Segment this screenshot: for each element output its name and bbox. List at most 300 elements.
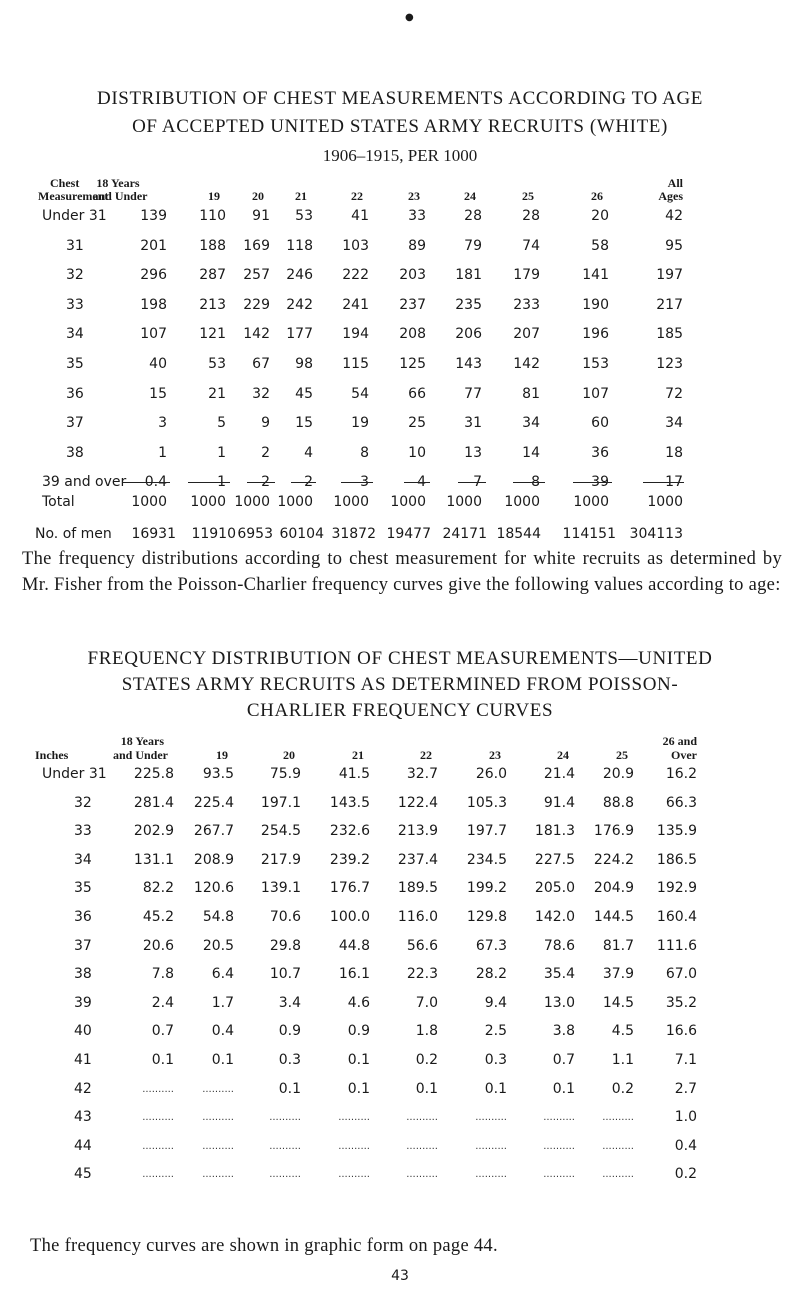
table2-cell: .......... — [406, 1112, 438, 1124]
table1-cell: 181 — [455, 267, 482, 284]
table2-cell: 267.7 — [193, 823, 234, 840]
table1-cell: 257 — [243, 267, 270, 284]
table2-cell: 0.3 — [484, 1052, 507, 1068]
table2-row-label: 36 — [74, 909, 92, 925]
table2-row-label: 35 — [74, 880, 92, 897]
table1-col-header: 21 — [295, 189, 307, 203]
table1-men-cell: 60104 — [279, 526, 324, 542]
table2-cell: 88.8 — [602, 794, 634, 811]
table2-cell: .......... — [543, 1112, 575, 1124]
table2-row-label: 39 — [74, 994, 92, 1011]
table1-col-header: 18 Years — [96, 176, 140, 190]
table2-cell: 225.8 — [133, 766, 174, 782]
table2-row-label: 44 — [74, 1137, 92, 1154]
table1-row-label: 38 — [66, 444, 84, 461]
table2-col-header: 24 — [557, 748, 569, 762]
table2-row-label: 37 — [74, 937, 92, 954]
table1-cell: 39 — [591, 474, 609, 491]
table2-cell: 217.9 — [260, 851, 301, 868]
table1-cell: 153 — [582, 356, 609, 372]
table2-cell: 0.4 — [674, 1137, 697, 1154]
table2-cell: .......... — [475, 1169, 507, 1181]
table1-row-label: 37 — [66, 415, 84, 432]
table1-cell: 34 — [665, 415, 683, 432]
table1-total-cell: 1000 — [446, 494, 482, 510]
table2-cell: .......... — [202, 1140, 234, 1152]
table1-sum-rule — [341, 482, 373, 483]
table1-cell: 28 — [464, 208, 482, 224]
table1-cell: 217 — [656, 296, 683, 313]
table2-col-header: 21 — [352, 748, 364, 762]
table1-cell: 36 — [591, 444, 609, 461]
table1-cell: 201 — [140, 237, 167, 254]
table2-title-line3: CHARLIER FREQUENCY CURVES — [246, 700, 554, 721]
table2-cell: 189.5 — [397, 880, 438, 897]
table2-header-inches: Inches — [35, 748, 69, 762]
table1-cell: 33 — [408, 208, 426, 224]
table1-cell: 169 — [243, 237, 270, 254]
table2-cell: 3.4 — [278, 994, 301, 1011]
table1-cell: 125 — [399, 356, 426, 372]
table1-sum-rule — [458, 482, 486, 483]
table1-cell: 10 — [408, 444, 426, 461]
table2-cell: 7.0 — [415, 994, 438, 1011]
table2-cell: 139.1 — [260, 880, 301, 897]
table2-cell: 232.6 — [329, 823, 370, 840]
table1-row-label: 34 — [66, 326, 84, 343]
table2-cell: 129.8 — [466, 909, 507, 925]
table2-cell: 93.5 — [202, 766, 234, 782]
table1-col-header: All — [667, 176, 683, 190]
table1-cell: 21 — [208, 385, 226, 402]
table1-cell: 233 — [513, 296, 540, 313]
table1-men-cell: 304113 — [629, 526, 683, 542]
table1-cell: 206 — [455, 326, 482, 343]
table2-cell: 227.5 — [534, 851, 575, 868]
table1-cell: 4 — [417, 474, 426, 491]
table2-cell: 0.3 — [278, 1052, 301, 1068]
table2-cell: 197.1 — [260, 794, 301, 811]
table2-cell: 82.2 — [142, 880, 174, 897]
table2-cell: 9.4 — [484, 994, 507, 1011]
table1-cell: 141 — [582, 267, 609, 284]
intro-paragraph: The frequency distributions according to chest measurement for white recruits as determined by Mr. Fisher from the Poisson-Charlier frequency curves give the following values according to age: — [22, 549, 782, 595]
table1-men-cell: 114151 — [562, 526, 616, 542]
table1-men-cell: 19477 — [386, 526, 431, 542]
table2-cell: 70.6 — [269, 909, 301, 925]
table1-cell: 79 — [464, 237, 482, 254]
table2-cell: 6.4 — [211, 966, 234, 983]
table1-col-header: 23 — [408, 189, 420, 203]
table2-row-label: 42 — [74, 1080, 92, 1097]
table2-cell: 0.1 — [552, 1080, 575, 1097]
table2-cell: 44.8 — [338, 937, 370, 954]
table2-col-header: 18 Years — [120, 734, 164, 748]
table1-cell: 139 — [140, 208, 167, 224]
table1-cell: 95 — [665, 237, 683, 254]
table1-header-chest: Chest — [50, 176, 80, 190]
table1-cell: 60 — [591, 415, 609, 432]
table1-col-header: Ages — [658, 189, 683, 203]
table2-row-label: Under 31 — [42, 766, 107, 782]
table2-cell: .......... — [202, 1083, 234, 1095]
table1-cell: 66 — [408, 385, 426, 402]
table1-title-line2: OF ACCEPTED UNITED STATES ARMY RECRUITS (WHITE) — [132, 116, 668, 137]
table2-col-header: 22 — [420, 748, 432, 762]
table2-cell: 234.5 — [466, 851, 507, 868]
table2-col-header: 20 — [283, 748, 295, 762]
bullet-mark: ● — [405, 12, 414, 23]
table2-cell: 78.6 — [543, 937, 575, 954]
table2-cell: 35.2 — [665, 994, 697, 1011]
table2-cell: .......... — [602, 1140, 634, 1152]
table2-cell: 181.3 — [534, 823, 575, 840]
table1-header-measurement: Measurement — [38, 189, 109, 203]
table1-cell: 107 — [140, 326, 167, 343]
table1-cell: 91 — [252, 208, 270, 224]
table1-total-cell: 1000 — [234, 494, 270, 510]
table2-cell: 16.2 — [665, 766, 697, 782]
table1-cell: 67 — [252, 356, 270, 372]
table1-cell: 14 — [522, 444, 540, 461]
table2-cell: 176.9 — [593, 823, 634, 840]
table2-cell: 13.0 — [543, 994, 575, 1011]
table2-row-label: 41 — [74, 1052, 92, 1068]
table1-cell: 242 — [286, 296, 313, 313]
table1-cell: 89 — [408, 237, 426, 254]
table2-cell: .......... — [338, 1140, 370, 1152]
table1-row-label: 36 — [66, 385, 84, 402]
table2-cell: 144.5 — [593, 909, 634, 925]
table1-sum-rule — [513, 482, 545, 483]
table2-col-header: and Under — [112, 748, 168, 762]
table2-cell: .......... — [142, 1140, 174, 1152]
table2-cell: 237.4 — [397, 851, 438, 868]
table1-cell: 28 — [522, 208, 540, 224]
table2-cell: 26.0 — [475, 766, 507, 782]
table2-cell: 91.4 — [543, 794, 575, 811]
table2-cell: 45.2 — [142, 909, 174, 925]
table1-cell: 2 — [261, 444, 270, 461]
table2-cell: 0.4 — [211, 1023, 234, 1040]
table2-cell: 21.4 — [543, 766, 575, 782]
table2-cell: 1.7 — [211, 994, 234, 1011]
table2-cell: 116.0 — [397, 909, 438, 925]
table1-cell: 196 — [582, 326, 609, 343]
table2-cell: 281.4 — [133, 794, 174, 811]
table2-cell: 254.5 — [260, 823, 301, 840]
table1-row-label: Under 31 — [42, 208, 107, 224]
table2-cell: .......... — [406, 1140, 438, 1152]
table2-cell: 0.7 — [151, 1023, 174, 1040]
table2-cell: 1.8 — [415, 1023, 438, 1040]
table1-cell: 229 — [243, 296, 270, 313]
table2-cell: 0.1 — [347, 1080, 370, 1097]
table1-cell: 103 — [342, 237, 369, 254]
table1-cell: 1 — [217, 444, 226, 461]
table2-cell: .......... — [142, 1169, 174, 1181]
table1-col-header: 26 — [591, 189, 603, 203]
table2-cell: .......... — [602, 1112, 634, 1124]
table2-cell: 0.7 — [552, 1052, 575, 1068]
table1-cell: 8 — [531, 474, 540, 491]
table2-cell: 41.5 — [338, 766, 370, 782]
table2-col-header: 25 — [616, 748, 628, 762]
table1-cell: 58 — [591, 237, 609, 254]
table1-men-cell: 24171 — [442, 526, 487, 542]
table1-cell: 208 — [399, 326, 426, 343]
table2-cell: .......... — [602, 1169, 634, 1181]
table1-cell: 45 — [295, 385, 313, 402]
table1-sum-rule — [291, 482, 316, 483]
table1-cell: 54 — [351, 385, 369, 402]
table1-col-header: 19 — [208, 189, 220, 203]
table1-cell: 98 — [295, 356, 313, 372]
table1-cell: 17 — [665, 474, 683, 491]
table2-cell: 142.0 — [534, 909, 575, 925]
table2-cell: 192.9 — [656, 880, 697, 897]
table1-cell: 15 — [295, 415, 313, 432]
table1-men-cell: 18544 — [496, 526, 541, 542]
table2-cell: .......... — [475, 1112, 507, 1124]
table1-sum-rule — [247, 482, 275, 483]
table2-cell: 1.0 — [674, 1109, 697, 1126]
table2-cell: 20.5 — [202, 937, 234, 954]
table1-cell: 197 — [656, 267, 683, 284]
table2-cell: 213.9 — [397, 823, 438, 840]
table1-cell: 1 — [158, 444, 167, 461]
table2-cell: 239.2 — [329, 851, 370, 868]
table1-cell: 34 — [522, 415, 540, 432]
table2-cell: .......... — [269, 1112, 301, 1124]
table1-total-cell: 1000 — [190, 494, 226, 510]
table1-sum-rule — [573, 482, 612, 483]
table1-col-header: 22 — [351, 189, 363, 203]
table2-cell: .......... — [475, 1140, 507, 1152]
table2-cell: .......... — [543, 1169, 575, 1181]
table2-cell: 0.1 — [211, 1052, 234, 1068]
table1-cell: 179 — [513, 267, 540, 284]
table2-cell: .......... — [269, 1140, 301, 1152]
table1-cell: 213 — [199, 296, 226, 313]
table1-total-cell: 1000 — [333, 494, 369, 510]
table2-cell: 2.7 — [674, 1080, 697, 1097]
table1-cell: 246 — [286, 267, 313, 284]
table1-sum-rule — [122, 482, 170, 483]
table1-row-label: 39 and over — [42, 474, 127, 491]
table1-total-cell: 1000 — [131, 494, 167, 510]
table2-cell: 66.3 — [665, 794, 697, 811]
table2-col-header: 26 and — [662, 734, 697, 748]
table1-cell: 2 — [304, 474, 313, 491]
table1-cell: 110 — [199, 208, 226, 224]
table1-cell: 7 — [473, 474, 482, 491]
table2-cell: 7.8 — [151, 966, 174, 983]
table2-cell: 56.6 — [406, 937, 438, 954]
table2-cell: 0.2 — [415, 1052, 438, 1068]
table1-cell: 42 — [665, 208, 683, 224]
table1-cell: 20 — [591, 208, 609, 224]
table2-cell: 35.4 — [543, 966, 575, 983]
table2-cell: 204.9 — [593, 880, 634, 897]
table2-cell: 16.1 — [338, 966, 370, 983]
table2-cell: .......... — [406, 1169, 438, 1181]
table2-cell: 197.7 — [466, 823, 507, 840]
table2-cell: 0.1 — [347, 1052, 370, 1068]
table2-cell: 4.5 — [611, 1023, 634, 1040]
table1-cell: 41 — [351, 208, 369, 224]
table1-cell: 198 — [140, 296, 167, 313]
table1-row-label: 33 — [66, 296, 84, 313]
table2-cell: 176.7 — [329, 880, 370, 897]
table2-cell: 105.3 — [466, 794, 507, 811]
table1-men-cell: 11910 — [191, 526, 236, 542]
table1-cell: 19 — [351, 415, 369, 432]
table2-cell: 122.4 — [397, 794, 438, 811]
table1-cell: 296 — [140, 267, 167, 284]
table1-cell: 143 — [455, 356, 482, 372]
table1-men-label: No. of men — [35, 526, 112, 542]
table1-cell: 32 — [252, 385, 270, 402]
table1-cell: 15 — [149, 385, 167, 402]
table1-cell: 18 — [665, 444, 683, 461]
table1-cell: 53 — [295, 208, 313, 224]
table2-cell: 0.1 — [484, 1080, 507, 1097]
table2-row-label: 33 — [74, 823, 92, 840]
table1-cell: 31 — [464, 415, 482, 432]
table1-cell: 2 — [261, 474, 270, 491]
table2-cell: 225.4 — [193, 794, 234, 811]
table1-row-label: 31 — [66, 237, 84, 254]
table2-cell: 22.3 — [406, 966, 438, 983]
table1-cell: 3 — [158, 415, 167, 432]
table2-cell: .......... — [142, 1112, 174, 1124]
table1-cell: 287 — [199, 267, 226, 284]
table1-col-header: 25 — [522, 189, 534, 203]
table2-row-label: 45 — [74, 1166, 92, 1183]
table1-cell: 72 — [665, 385, 683, 402]
table2-row-label: 38 — [74, 966, 92, 983]
table2-cell: 131.1 — [133, 851, 174, 868]
table1-sum-rule — [188, 482, 230, 483]
footer-note: The frequency curves are shown in graphic form on page 44. — [30, 1236, 498, 1256]
table1-cell: 9 — [261, 415, 270, 432]
table1-cell: 235 — [455, 296, 482, 313]
table1-total-cell: 1000 — [504, 494, 540, 510]
table1-cell: 53 — [208, 356, 226, 372]
table1-row-label: 32 — [66, 267, 84, 284]
table2-cell: 160.4 — [656, 909, 697, 925]
table2-col-header: 23 — [489, 748, 501, 762]
table1-cell: 177 — [286, 326, 313, 343]
table1-total-cell: 1000 — [277, 494, 313, 510]
table2-row-label: 34 — [74, 851, 92, 868]
table2-cell: 120.6 — [193, 880, 234, 897]
table2-cell: 0.1 — [415, 1080, 438, 1097]
table2-cell: 2.5 — [484, 1023, 507, 1040]
table1-cell: 1 — [217, 474, 226, 491]
table2-cell: .......... — [202, 1169, 234, 1181]
table1-cell: 190 — [582, 296, 609, 313]
table2-cell: 0.9 — [278, 1023, 301, 1040]
table2-cell: .......... — [543, 1140, 575, 1152]
table2-cell: 0.1 — [151, 1052, 174, 1068]
table2-cell: 14.5 — [602, 994, 634, 1011]
table1-cell: 207 — [513, 326, 540, 343]
table2-cell: 1.1 — [611, 1052, 634, 1068]
table2-cell: 205.0 — [534, 880, 575, 897]
table2-cell: .......... — [338, 1169, 370, 1181]
table1-cell: 222 — [342, 267, 369, 284]
table1-cell: 188 — [199, 237, 226, 254]
table2-title-line2: STATES ARMY RECRUITS AS DETERMINED FROM POISSON- — [121, 674, 679, 695]
table2-cell: 2.4 — [151, 994, 174, 1011]
table1-cell: 185 — [656, 326, 683, 343]
table2-cell: 0.2 — [611, 1080, 634, 1097]
table2-cell: 20.9 — [602, 766, 634, 782]
table1-cell: 5 — [217, 415, 226, 432]
table1-row-label: 35 — [66, 356, 84, 372]
table2-row-label: 40 — [74, 1023, 92, 1040]
table1-cell: 194 — [342, 326, 369, 343]
table1-cell: 13 — [464, 444, 482, 461]
table2-cell: 54.8 — [202, 909, 234, 925]
table2-cell: 111.6 — [656, 937, 697, 954]
table1-cell: 0.4 — [144, 474, 167, 491]
table1-cell: 40 — [149, 356, 167, 372]
table1-sum-rule — [404, 482, 430, 483]
table1-col-header: and Under — [92, 189, 148, 203]
table1-sum-rule — [643, 482, 684, 483]
table1-cell: 142 — [243, 326, 270, 343]
table1-cell: 142 — [513, 356, 540, 372]
table1-cell: 123 — [656, 356, 683, 372]
table2-cell: 29.8 — [269, 937, 301, 954]
table1-total-cell: 1000 — [647, 494, 683, 510]
table1-cell: 203 — [399, 267, 426, 284]
table2-title-line1: FREQUENCY DISTRIBUTION OF CHEST MEASUREMENTS—UNITED — [87, 648, 713, 669]
table2-cell: .......... — [142, 1083, 174, 1095]
table2-cell: 202.9 — [133, 823, 174, 840]
table2-cell: 7.1 — [674, 1052, 697, 1068]
table2-col-header: 19 — [216, 748, 228, 762]
table2-cell: .......... — [338, 1112, 370, 1124]
table1-cell: 8 — [360, 444, 369, 461]
table2-cell: 28.2 — [475, 966, 507, 983]
table2-cell: 37.9 — [602, 966, 634, 983]
table1-subtitle: 1906–1915, PER 1000 — [322, 146, 478, 165]
table2-row-label: 43 — [74, 1109, 92, 1126]
table2-row-label: 32 — [74, 794, 92, 811]
table2-cell: 75.9 — [269, 766, 301, 782]
table2-cell: 135.9 — [656, 823, 697, 840]
table2-cell: 67.3 — [475, 937, 507, 954]
table2-cell: 199.2 — [466, 880, 507, 897]
table1-cell: 241 — [342, 296, 369, 313]
page-number: 43 — [391, 1268, 409, 1284]
table1-cell: 115 — [342, 356, 369, 372]
table1-cell: 74 — [522, 237, 540, 254]
table1-men-cell: 6953 — [237, 526, 273, 542]
table2-cell: 0.9 — [347, 1023, 370, 1040]
table2-cell: .......... — [269, 1169, 301, 1181]
table2-cell: 0.2 — [674, 1166, 697, 1183]
table2-cell: 100.0 — [329, 909, 370, 925]
table2-cell: 208.9 — [193, 851, 234, 868]
table1-col-header: 20 — [252, 189, 264, 203]
table2-cell: 3.8 — [552, 1023, 575, 1040]
table2-cell: 16.6 — [665, 1023, 697, 1040]
